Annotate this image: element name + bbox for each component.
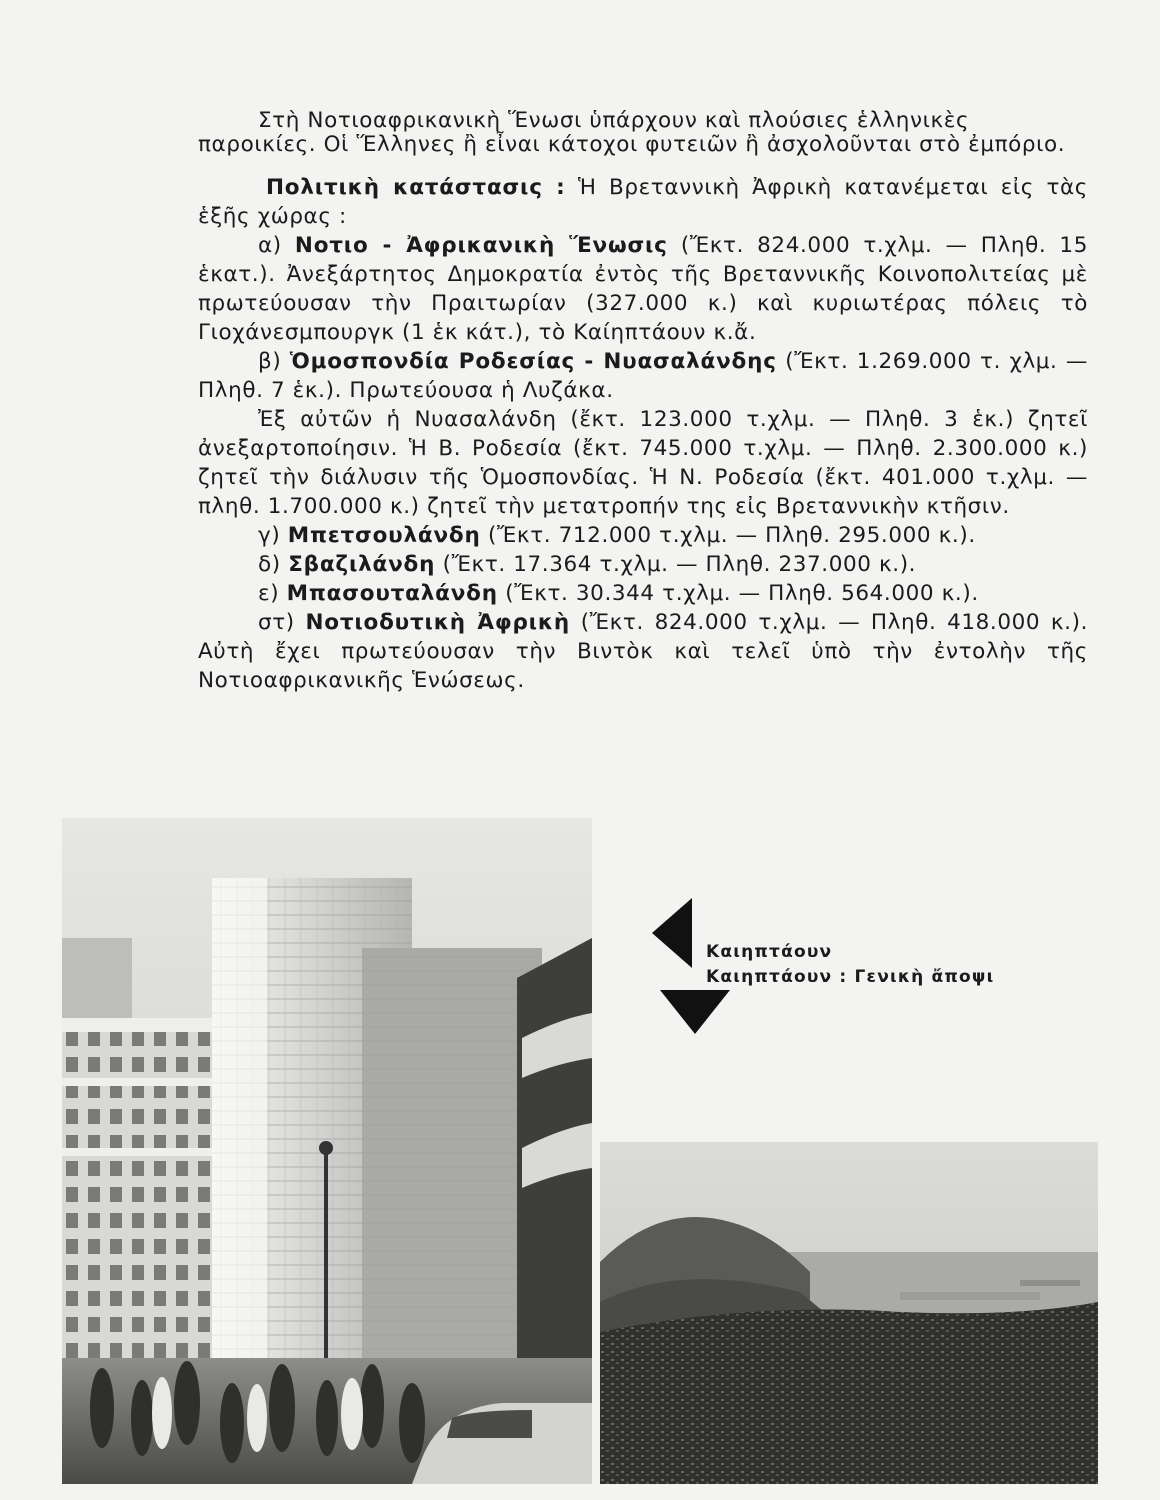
item-e-name: Μπασουταλάνδη bbox=[286, 581, 498, 606]
item-b bbox=[198, 347, 1088, 405]
item-a-prefix: α) bbox=[258, 233, 282, 258]
item-f-name: Νοτιοδυτικὴ Ἀφρικὴ bbox=[305, 610, 571, 635]
item-e bbox=[198, 579, 1088, 608]
item-b-details: (Ἔκτ. 1.269.000 τ. χλμ. — Πληθ. 7 ἑκ.). Πρωτεύουσα ἡ Λυζάκα. bbox=[198, 349, 1089, 403]
arrow-up-left-icon bbox=[652, 898, 694, 968]
street-photo-image bbox=[62, 818, 592, 1484]
intro-line-2: παροικίες. Οἱ Ἕλληνες ἢ εἶναι κάτοχοι φυτειῶν ἢ ἀσχολοῦνται στὸ ἐμπόριο. bbox=[198, 132, 1066, 157]
intro-line-1: Στὴ Νοτιοαφρικανικὴ Ἕνωσι ὑπάρχουν καὶ πλούσιες ἑλληνικὲς bbox=[258, 108, 970, 133]
item-c-prefix: γ) bbox=[258, 523, 281, 548]
political-heading: Πολιτικὴ κατάστασις : bbox=[266, 175, 566, 200]
item-f-prefix: στ) bbox=[258, 610, 295, 635]
political-paragraph bbox=[198, 173, 1088, 231]
item-c-details: (Ἔκτ. 712.000 τ.χλμ. — Πληθ. 295.000 κ.). bbox=[488, 523, 976, 548]
item-b-name: Ὁμοσπονδία Ροδεσίας - Νυασαλάνδης bbox=[289, 349, 777, 374]
item-b-prefix: β) bbox=[258, 349, 282, 374]
street-photo bbox=[62, 818, 592, 1484]
item-c-name: Μπετσουλάνδη bbox=[287, 523, 481, 548]
item-a-name: Νοτιο - Ἀφρικανικὴ Ἕνωσις bbox=[294, 233, 668, 258]
panorama-photo-image bbox=[600, 1142, 1098, 1484]
photo-caption bbox=[706, 940, 994, 990]
federation-paragraph: Ἐξ αὐτῶν ἡ Νυασαλάνδη (ἔκτ. 123.000 τ.χλμ. — Πληθ. 3 ἑκ.) ζητεῖ ἀνεξαρτοποίησιν. Ἡ Β. Ροδεσία (ἔκτ. 745.000 τ.χλμ. — Πληθ. 2.300.000 κ.) ζητεῖ τὴν διάλυσιν τῆς Ὁμοσπονδίας. Ἡ Ν. Ροδεσία (ἔκτ. 401.000 τ.χλμ. — πληθ. 1.700.000 κ.) ζητεῖ τὴν μετατροπήν της εἰς Βρεταννικὴν κτῆσιν. bbox=[198, 407, 1088, 519]
item-f-details: (Ἔκτ. 824.000 τ.χλμ. — Πληθ. 418.000 κ.). Αὐτὴ ἔχει πρωτεύουσαν τὴν Βιντὸκ καὶ τελεῖ ὑπὸ τὴν ἐντολὴν τῆς Νοτιοαφρικανικῆς Ἑνώσεως. bbox=[198, 610, 1089, 693]
political-text: Ἡ Βρεταννικὴ Ἀφρικὴ κατανέμεται εἰς τὰς ἑξῆς χώρας : bbox=[198, 175, 1089, 229]
item-a bbox=[198, 231, 1088, 347]
caption-lower: Καιηπτάουν : Γενικὴ ἄποψι bbox=[706, 967, 995, 987]
item-c bbox=[198, 521, 1088, 550]
item-d bbox=[198, 550, 1088, 579]
item-e-details: (Ἔκτ. 30.344 τ.χλμ. — Πληθ. 564.000 κ.). bbox=[505, 581, 979, 606]
caption-upper: Καιηπτάουν bbox=[706, 942, 833, 962]
item-f bbox=[198, 608, 1088, 695]
item-a-details: (Ἔκτ. 824.000 τ.χλμ. — Πληθ. 15 ἑκατ.). Ἀνεξάρτητος Δημοκρατία ἐντὸς τῆς Βρεταννικῆς Κοινοπολιτείας μὲ πρωτεύουσαν τὴν Πραιτωρίαν (327.000 κ.) καὶ κυριωτέρας πόλεις τὸ Γιοχάνεσμπουργκ (1 ἑκ κάτ.), τὸ Καίηπτάουν κ.ἄ. bbox=[198, 233, 1088, 345]
item-d-prefix: δ) bbox=[258, 552, 281, 577]
item-d-name: Σβαζιλάνδη bbox=[288, 552, 436, 577]
item-e-prefix: ε) bbox=[258, 581, 280, 606]
panorama-photo bbox=[600, 1142, 1098, 1484]
item-d-details: (Ἔκτ. 17.364 τ.χλμ. — Πληθ. 237.000 κ.). bbox=[442, 552, 917, 577]
main-text bbox=[198, 96, 1088, 695]
arrow-down-icon bbox=[660, 990, 730, 1034]
